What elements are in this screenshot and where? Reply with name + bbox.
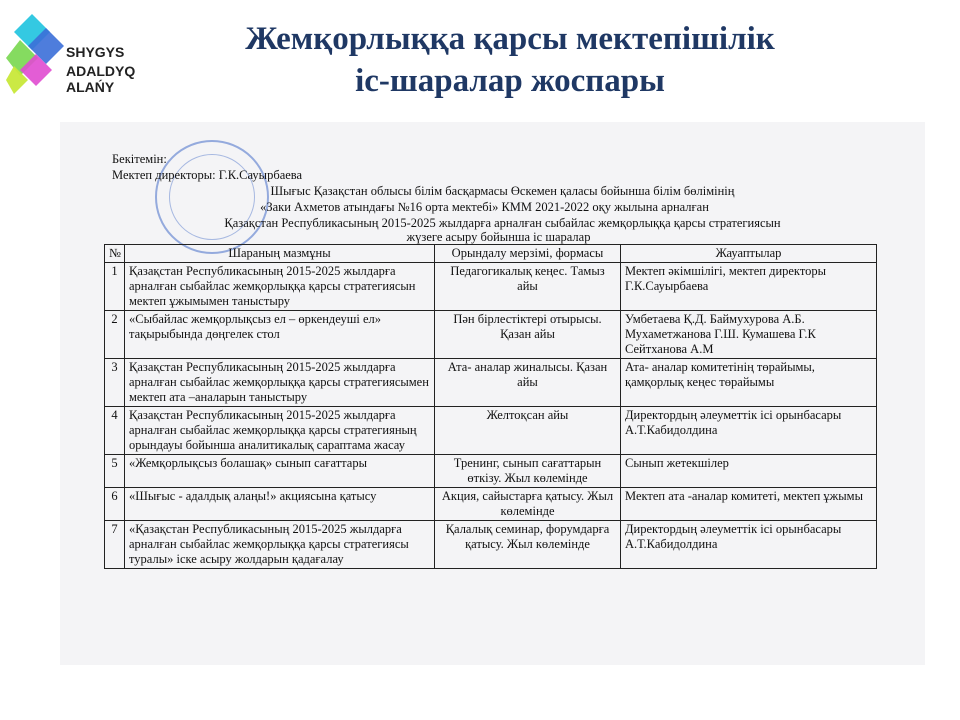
doc-header-line: «Заки Ахметов атындағы №16 орта мектебі» КММ 2021-2022 оқу жылына арналған	[260, 200, 709, 214]
row-content: Қазақстан Республикасының 2015-2025 жылдарға арналған сыбайлас жемқорлыққа қарсы стратегиясымен мектеп ата –аналарын таныстыру	[125, 359, 435, 407]
row-date-form: Акция, сайыстарға қатысу. Жыл көлемінде	[435, 488, 621, 521]
table-header-row	[105, 245, 877, 263]
row-content: «Шығыс - адалдық алаңы!» акциясына қатысу	[125, 488, 435, 521]
table-row	[105, 521, 877, 569]
table-row	[105, 263, 877, 311]
row-number: 4	[105, 407, 125, 455]
table-row	[105, 311, 877, 359]
title-line-2: іс-шаралар жоспары	[355, 63, 665, 99]
logo-text-line2: ADALDYQ ALAŃY	[66, 63, 136, 95]
approve-label: Бекітемін:	[112, 152, 167, 166]
activities-table	[104, 244, 877, 569]
row-responsible: Директордың әлеуметтік ісі орынбасары А.Т.Кабидолдина	[621, 521, 877, 569]
doc-header-line: жүзеге асыру бойынша іс шаралар	[406, 230, 591, 244]
logo	[0, 0, 160, 112]
row-responsible: Директордың әлеуметтік ісі орынбасары А.Т.Кабидолдина	[621, 407, 877, 455]
col-responsible: Жауаптылар	[621, 245, 877, 263]
row-number: 1	[105, 263, 125, 311]
approver: Мектеп директоры: Г.К.Сауырбаева	[112, 168, 303, 182]
row-responsible: Умбетаева Қ.Д. Баймухурова А.Б. Мухаметжанова Г.Ш. Кумашева Г.К Сейтханова А.М	[621, 311, 877, 359]
row-date-form: Желтоқсан айы	[435, 407, 621, 455]
col-content: Шараның мазмұны	[125, 245, 435, 263]
table-row	[105, 407, 877, 455]
row-content: «Қазақстан Республикасының 2015-2025 жылдарға арналған сыбайлас жемқорлыққа қарсы стратегиясы туралы» іске асыру жолдарын қадағалау	[125, 521, 435, 569]
row-date-form: Пән бірлестіктері отырысы. Қазан айы	[435, 311, 621, 359]
title-line-1: Жемқорлыққа қарсы мектепішілік	[245, 21, 775, 57]
row-number: 6	[105, 488, 125, 521]
row-number: 7	[105, 521, 125, 569]
col-number: №	[105, 245, 125, 263]
row-content: Қазақстан Республикасының 2015-2025 жылдарға арналған сыбайлас жемқорлыққа қарсы стратегияның орындауы бойынша аналитикалық сараптама жасау	[125, 407, 435, 455]
row-date-form: Ата- аналар жиналысы. Қазан айы	[435, 359, 621, 407]
table-row	[105, 488, 877, 521]
table-row	[105, 455, 877, 488]
row-content: «Жемқорлықсыз болашақ» сынып сағаттары	[125, 455, 435, 488]
row-responsible: Ата- аналар комитетінің төрайымы, қамқорлық кеңес төрайымы	[621, 359, 877, 407]
row-responsible: Мектеп ата -аналар комитеті, мектеп ұжымы	[621, 488, 877, 521]
row-number: 3	[105, 359, 125, 407]
row-content: «Сыбайлас жемқорлықсыз ел – өркендеуші ел» тақырыбында дөңгелек стол	[125, 311, 435, 359]
row-number: 5	[105, 455, 125, 488]
row-number: 2	[105, 311, 125, 359]
doc-header-line: Қазақстан Республикасының 2015-2025 жылдарға арналған сыбайлас жемқорлыққа қарсы стратегиясын	[224, 216, 781, 230]
table-row	[105, 359, 877, 407]
row-date-form: Педагогикалық кеңес. Тамыз айы	[435, 263, 621, 311]
col-date-form: Орындалу мерзімі, формасы	[435, 245, 621, 263]
row-date-form: Қалалық семинар, форумдарға қатысу. Жыл көлемінде	[435, 521, 621, 569]
scanned-document	[60, 122, 925, 665]
row-date-form: Тренинг, сынып сағаттарын өткізу. Жыл көлемінде	[435, 455, 621, 488]
row-content: Қазақстан Республикасының 2015-2025 жылдарға арналған сыбайлас жемқорлыққа қарсы стратегиясын мектеп ұжымымен таныстыру	[125, 263, 435, 311]
row-responsible: Мектеп әкімшілігі, мектеп директоры Г.К.Сауырбаева	[621, 263, 877, 311]
logo-text-line1: SHYGYS	[66, 44, 125, 60]
row-responsible: Сынып жетекшілер	[621, 455, 877, 488]
page-title	[190, 18, 830, 102]
logo-mark-icon	[6, 14, 64, 96]
doc-header-line: Шығыс Қазақстан облысы білім басқармасы Өскемен қаласы бойынша білім бөлімінің	[270, 184, 735, 198]
